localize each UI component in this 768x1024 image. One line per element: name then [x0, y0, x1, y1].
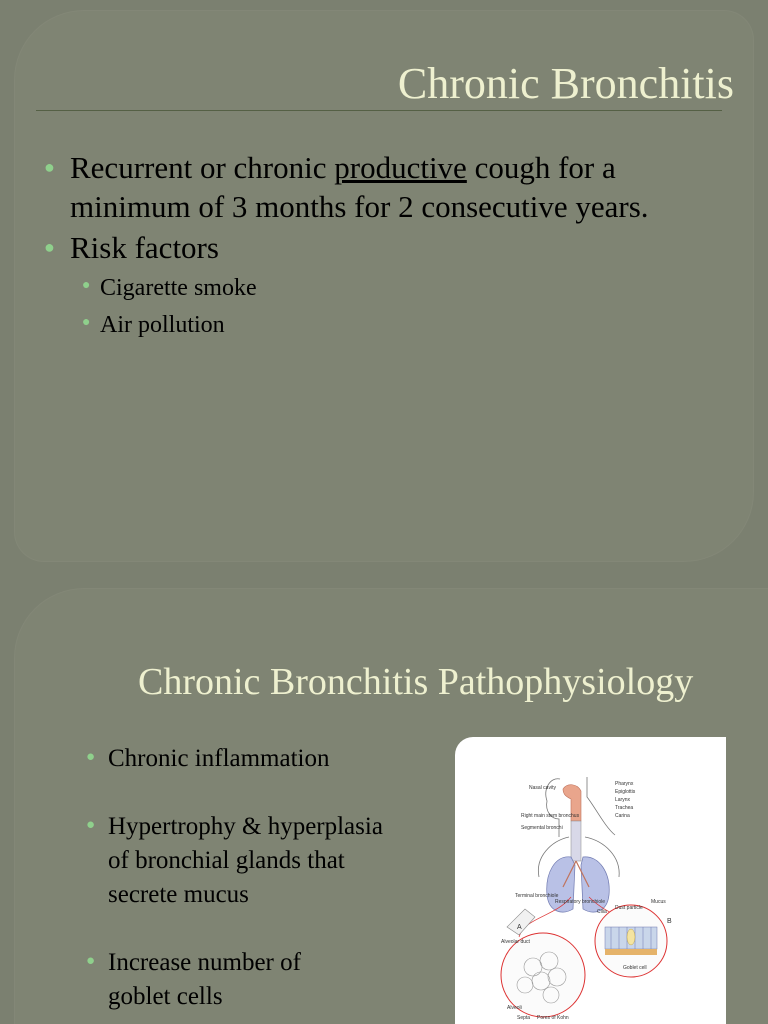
respiratory-diagram-panel	[455, 737, 726, 1024]
label-a: A	[517, 924, 522, 931]
title-divider	[36, 110, 722, 111]
slide-2-title: Chronic Bronchitis Pathophysiology	[138, 661, 694, 703]
sub-bullet-text: Cigarette smoke	[100, 275, 257, 301]
sub-bullet-air-pollution	[82, 310, 225, 340]
bullet-text: Increase number of goblet cells	[108, 949, 301, 1010]
bullet-icon: ●	[44, 157, 55, 177]
label-nasal-cavity: Nasal cavity	[529, 785, 556, 791]
bullet-productive-cough	[44, 148, 730, 226]
bullet-risk-factors	[44, 228, 730, 267]
bullet-text-underlined: productive	[334, 150, 467, 185]
label-alveoli: Alveoli	[507, 1005, 522, 1011]
bullet-hypertrophy	[86, 810, 408, 912]
label-respiratory: Respiratory bronchiole	[555, 899, 606, 905]
respiratory-tract-diagram	[455, 737, 726, 1024]
label-mucus: Mucus	[651, 899, 666, 905]
bullet-icon: ●	[82, 278, 91, 293]
bullet-text: Chronic inflammation	[108, 745, 330, 772]
bullet-text-post: cough for a minimum of 3 months for 2 consecutive years.	[70, 150, 649, 224]
label-right-main-stem: Right main stem bronchus	[521, 813, 580, 819]
bullet-icon: ●	[86, 749, 96, 765]
bullet-icon: ●	[82, 315, 91, 330]
label-terminal: Terminal bronchiole	[515, 893, 559, 899]
label-larynx: Larynx	[615, 797, 631, 803]
label-goblet-cell: Goblet cell	[623, 965, 647, 971]
bullet-goblet-cells	[86, 946, 348, 1014]
label-alveolar-duct: Alveolar duct	[501, 939, 530, 945]
label-segmental: Segmental bronchi	[521, 825, 563, 831]
bullet-text: Hypertrophy & hyperplasia of bronchial glands that secrete mucus	[108, 813, 383, 908]
bullet-chronic-inflammation	[86, 742, 428, 776]
bullet-text: Risk factors	[70, 230, 219, 265]
bullet-icon: ●	[86, 817, 96, 833]
label-epiglottis: Epiglottis	[615, 789, 636, 795]
label-pharynx: Pharynx	[615, 781, 634, 787]
label-carina: Carina	[615, 813, 630, 819]
label-cilia: Cilia	[597, 909, 607, 915]
bullet-text-pre: Recurrent or chronic	[70, 150, 335, 185]
slide-1-title: Chronic Bronchitis	[397, 59, 734, 108]
bullet-icon: ●	[44, 237, 55, 257]
label-trachea: Trachea	[615, 805, 634, 811]
label-septa: Septa	[517, 1015, 531, 1021]
bullet-icon: ●	[86, 953, 96, 969]
sub-bullet-text: Air pollution	[100, 312, 225, 338]
label-pores: Pores of Kohn	[537, 1015, 569, 1021]
label-b: B	[667, 918, 672, 925]
sub-bullet-cigarette-smoke	[82, 273, 257, 303]
label-dust-particle: Dust particle	[615, 905, 643, 911]
